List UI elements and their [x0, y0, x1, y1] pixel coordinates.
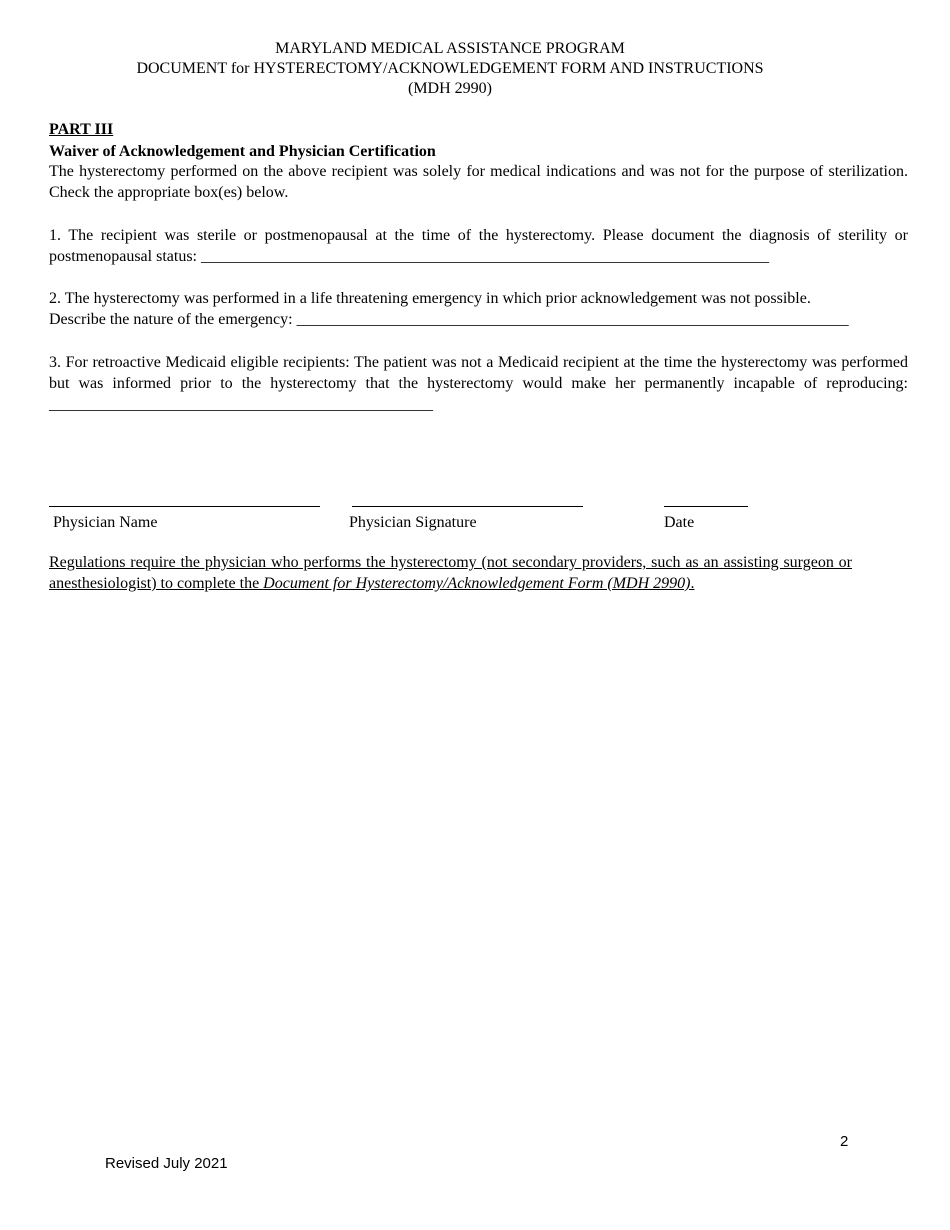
physician-signature-line[interactable]	[352, 506, 583, 507]
option-2-emergency	[49, 288, 908, 330]
regulations-note	[49, 552, 852, 594]
document-header	[0, 39, 900, 99]
option-1-text: 1. The recipient was sterile or postmenopausal at the time of the hysterectomy. Please document the diagnosis of sterility or postmenopausal status:	[49, 227, 908, 265]
section-title: Waiver of Acknowledgement and Physician Certification	[49, 143, 436, 160]
header-form-number: (MDH 2990)	[408, 80, 492, 97]
intro-paragraph: The hysterectomy performed on the above recipient was solely for medical indications and was not for the purpose of sterilization. Check the appropriate box(es) below.	[49, 163, 908, 201]
date-label: Date	[664, 514, 695, 531]
option-2-describe-label: Describe the nature of the emergency:	[49, 311, 297, 328]
option-3-reproducing-blank[interactable]: ________________________________________________	[49, 396, 433, 413]
option-2-emergency-blank[interactable]: _____________________________________________________________________	[296, 311, 849, 328]
regulations-period: .	[690, 575, 695, 592]
date-line[interactable]	[664, 506, 748, 507]
physician-name-label: Physician Name	[53, 514, 158, 531]
physician-signature-label: Physician Signature	[349, 514, 477, 531]
regulations-form-name: Document for Hysterectomy/Acknowledgement Form (MDH 2990)	[263, 575, 691, 592]
option-3-retroactive	[49, 352, 908, 415]
option-2-text: 2. The hysterectomy was performed in a life threatening emergency in which prior acknowledgement was not possible.	[49, 290, 811, 307]
page-number: 2	[840, 1133, 849, 1150]
physician-name-line[interactable]	[49, 506, 320, 507]
header-document-title: DOCUMENT for HYSTERECTOMY/ACKNOWLEDGEMENT FORM AND INSTRUCTIONS	[136, 60, 764, 77]
option-1-diagnosis-blank[interactable]: _______________________________________________________________________	[200, 248, 769, 265]
header-program: MARYLAND MEDICAL ASSISTANCE PROGRAM	[275, 40, 625, 57]
part-title: PART III	[49, 121, 114, 138]
option-1-sterile-postmenopausal	[49, 225, 908, 267]
revision-date: Revised July 2021	[105, 1155, 228, 1172]
regulations-text: Regulations require the physician who performs the hysterectomy (not secondary providers, such as an assisting surgeon or anesthesiologist) to complete the	[49, 554, 852, 592]
option-3-text: 3. For retroactive Medicaid eligible recipients: The patient was not a Medicaid recipient at the time the hysterectomy was performed but was informed prior to the hysterectomy that the hysterectomy would make her permanently incapable of reproducing:	[49, 354, 908, 392]
